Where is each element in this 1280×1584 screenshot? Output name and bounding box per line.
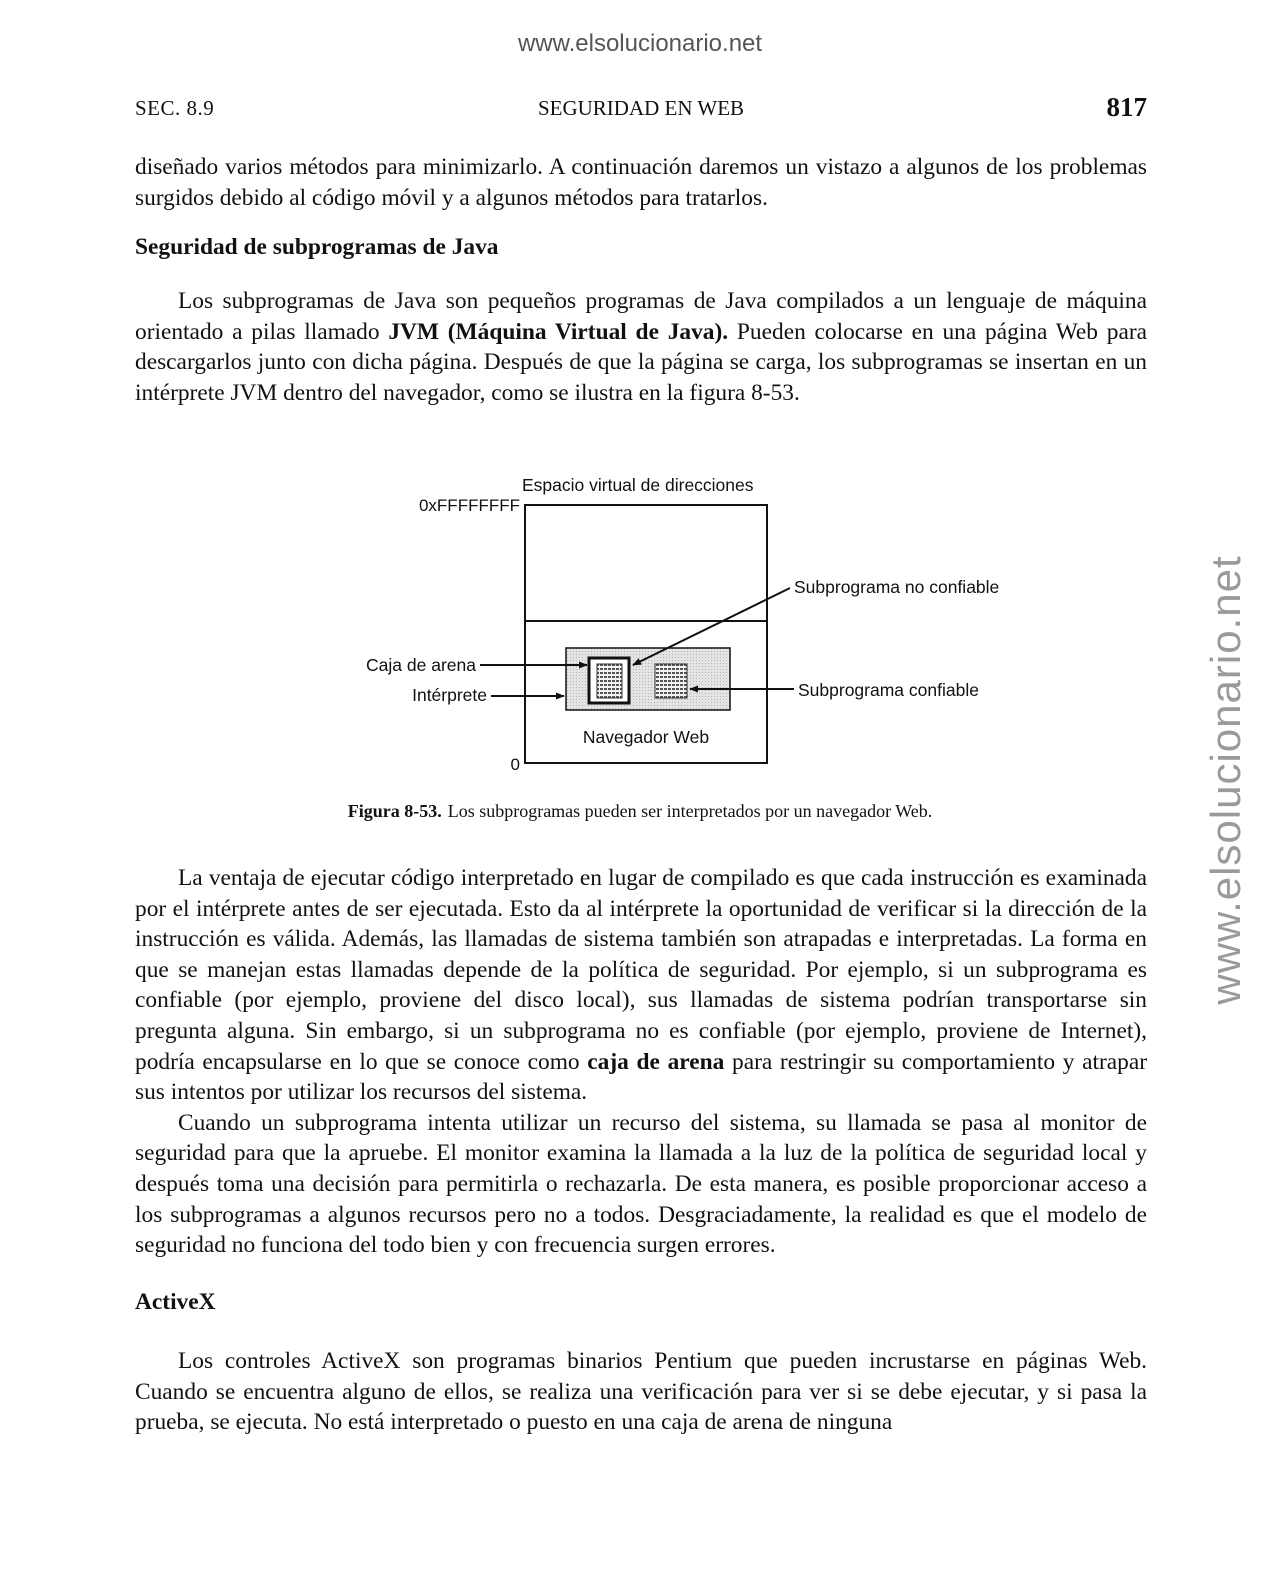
body-paragraphs xyxy=(135,863,1147,1261)
watermark-side-text: www.elsolucionario.net xyxy=(1202,555,1249,1005)
java-paragraph xyxy=(135,286,1147,408)
java-heading: Seguridad de subprogramas de Java xyxy=(135,234,499,260)
trusted-applet-icon xyxy=(655,664,687,698)
figure-title: Espacio virtual de direcciones xyxy=(522,475,754,495)
address-top: 0xFFFFFFFF xyxy=(418,496,520,515)
untrusted-applet-label: Subprograma no confiable xyxy=(794,577,1000,597)
chapter-title: SEGURIDAD EN WEB xyxy=(537,96,745,120)
watermark-top: www.elsolucionario.net xyxy=(517,30,763,57)
page-number: 817 xyxy=(1106,92,1147,122)
intro-paragraph xyxy=(135,152,1147,213)
figure-8-53 xyxy=(0,466,1280,786)
jvm-term: JVM (Máquina Virtual de Java). xyxy=(388,318,729,345)
sandbox-label: Caja de arena xyxy=(366,655,476,675)
sandbox-term: caja de arena xyxy=(587,1048,725,1075)
address-bottom: 0 xyxy=(510,755,520,774)
caption-label: Figura 8-53. xyxy=(347,801,442,821)
untrusted-applet-icon xyxy=(597,664,622,698)
running-head xyxy=(135,92,1147,132)
section-number: SEC. 8.9 xyxy=(135,96,215,120)
intro-text: diseñado varios métodos para minimizarlo. A continuación daremos un vistazo a algunos de los problemas surgidos debido al código móvil y a algunos métodos para tratarlos. xyxy=(135,154,1147,211)
interpreter-label: Intérprete xyxy=(412,685,487,705)
java-paragraph-text: Los subprogramas de Java son pequeños programas de Java compilados a un lenguaje de máquina orientado a pilas llamado JVM (Máquina Virtual de Java). Pueden colocarse en una página Web para descargarlos junto con dicha página. Después de que la página se carga, los subprogramas se insertan en un intérprete JVM dentro del navegador, como se ilustra en la figura 8-53. xyxy=(135,288,1147,406)
caption-text: Los subprogramas pueden ser interpretados por un navegador Web. xyxy=(447,801,933,821)
figure-caption xyxy=(0,801,1280,822)
paragraph-interpretation: La ventaja de ejecutar código interpretado en lugar de compilado es que cada instrucción es examinada por el intérprete antes de ser ejecutada. Esto da al intérprete la oportunidad de verificar si la dirección de la instrucción es válida. Además, las llamadas de sistema también son atrapadas e interpretadas. La forma en que se manejan estas llamadas depende de la política de seguridad. Por ejemplo, si un subprograma es confiable (por ejemplo, proviene del disco local), sus llamadas de sistema podrían transportarse sin pregunta alguna. Sin embargo, si un subprograma no es confiable (por ejemplo, proviene de Internet), podría encapsularse en lo que se conoce como caja de arena para restringir su comportamiento y atrapar sus intentos por utilizar los recursos del sistema. xyxy=(135,865,1148,1106)
activex-heading: ActiveX xyxy=(135,1289,216,1315)
trusted-applet-label: Subprograma confiable xyxy=(798,680,979,700)
address-space-box xyxy=(525,505,767,763)
activex-paragraph-text: Los controles ActiveX son programas binarios Pentium que pueden incrustarse en páginas Web. Cuando se encuentra alguno de ellos, se realiza una verificación para ver si se debe ejecutar, y si pasa la prueba, se ejecuta. No está interpretado o puesto en una caja de arena de ninguna xyxy=(135,1348,1147,1436)
paragraph-security-monitor: Cuando un subprograma intenta utilizar un recurso del sistema, su llamada se pasa al monitor de seguridad para que la apruebe. El monitor examina la llamada a la luz de la política de seguridad local y después toma una decisión para permitirla o rechazarla. De esta manera, es posible proporcionar acceso a los subprogramas a algunos recursos pero no a todos. Desgraciadamente, la realidad es que el modelo de seguridad no funciona del todo bien y con frecuencia surgen errores. xyxy=(135,1109,1147,1259)
activex-paragraph xyxy=(135,1346,1147,1438)
browser-label: Navegador Web xyxy=(582,727,710,747)
